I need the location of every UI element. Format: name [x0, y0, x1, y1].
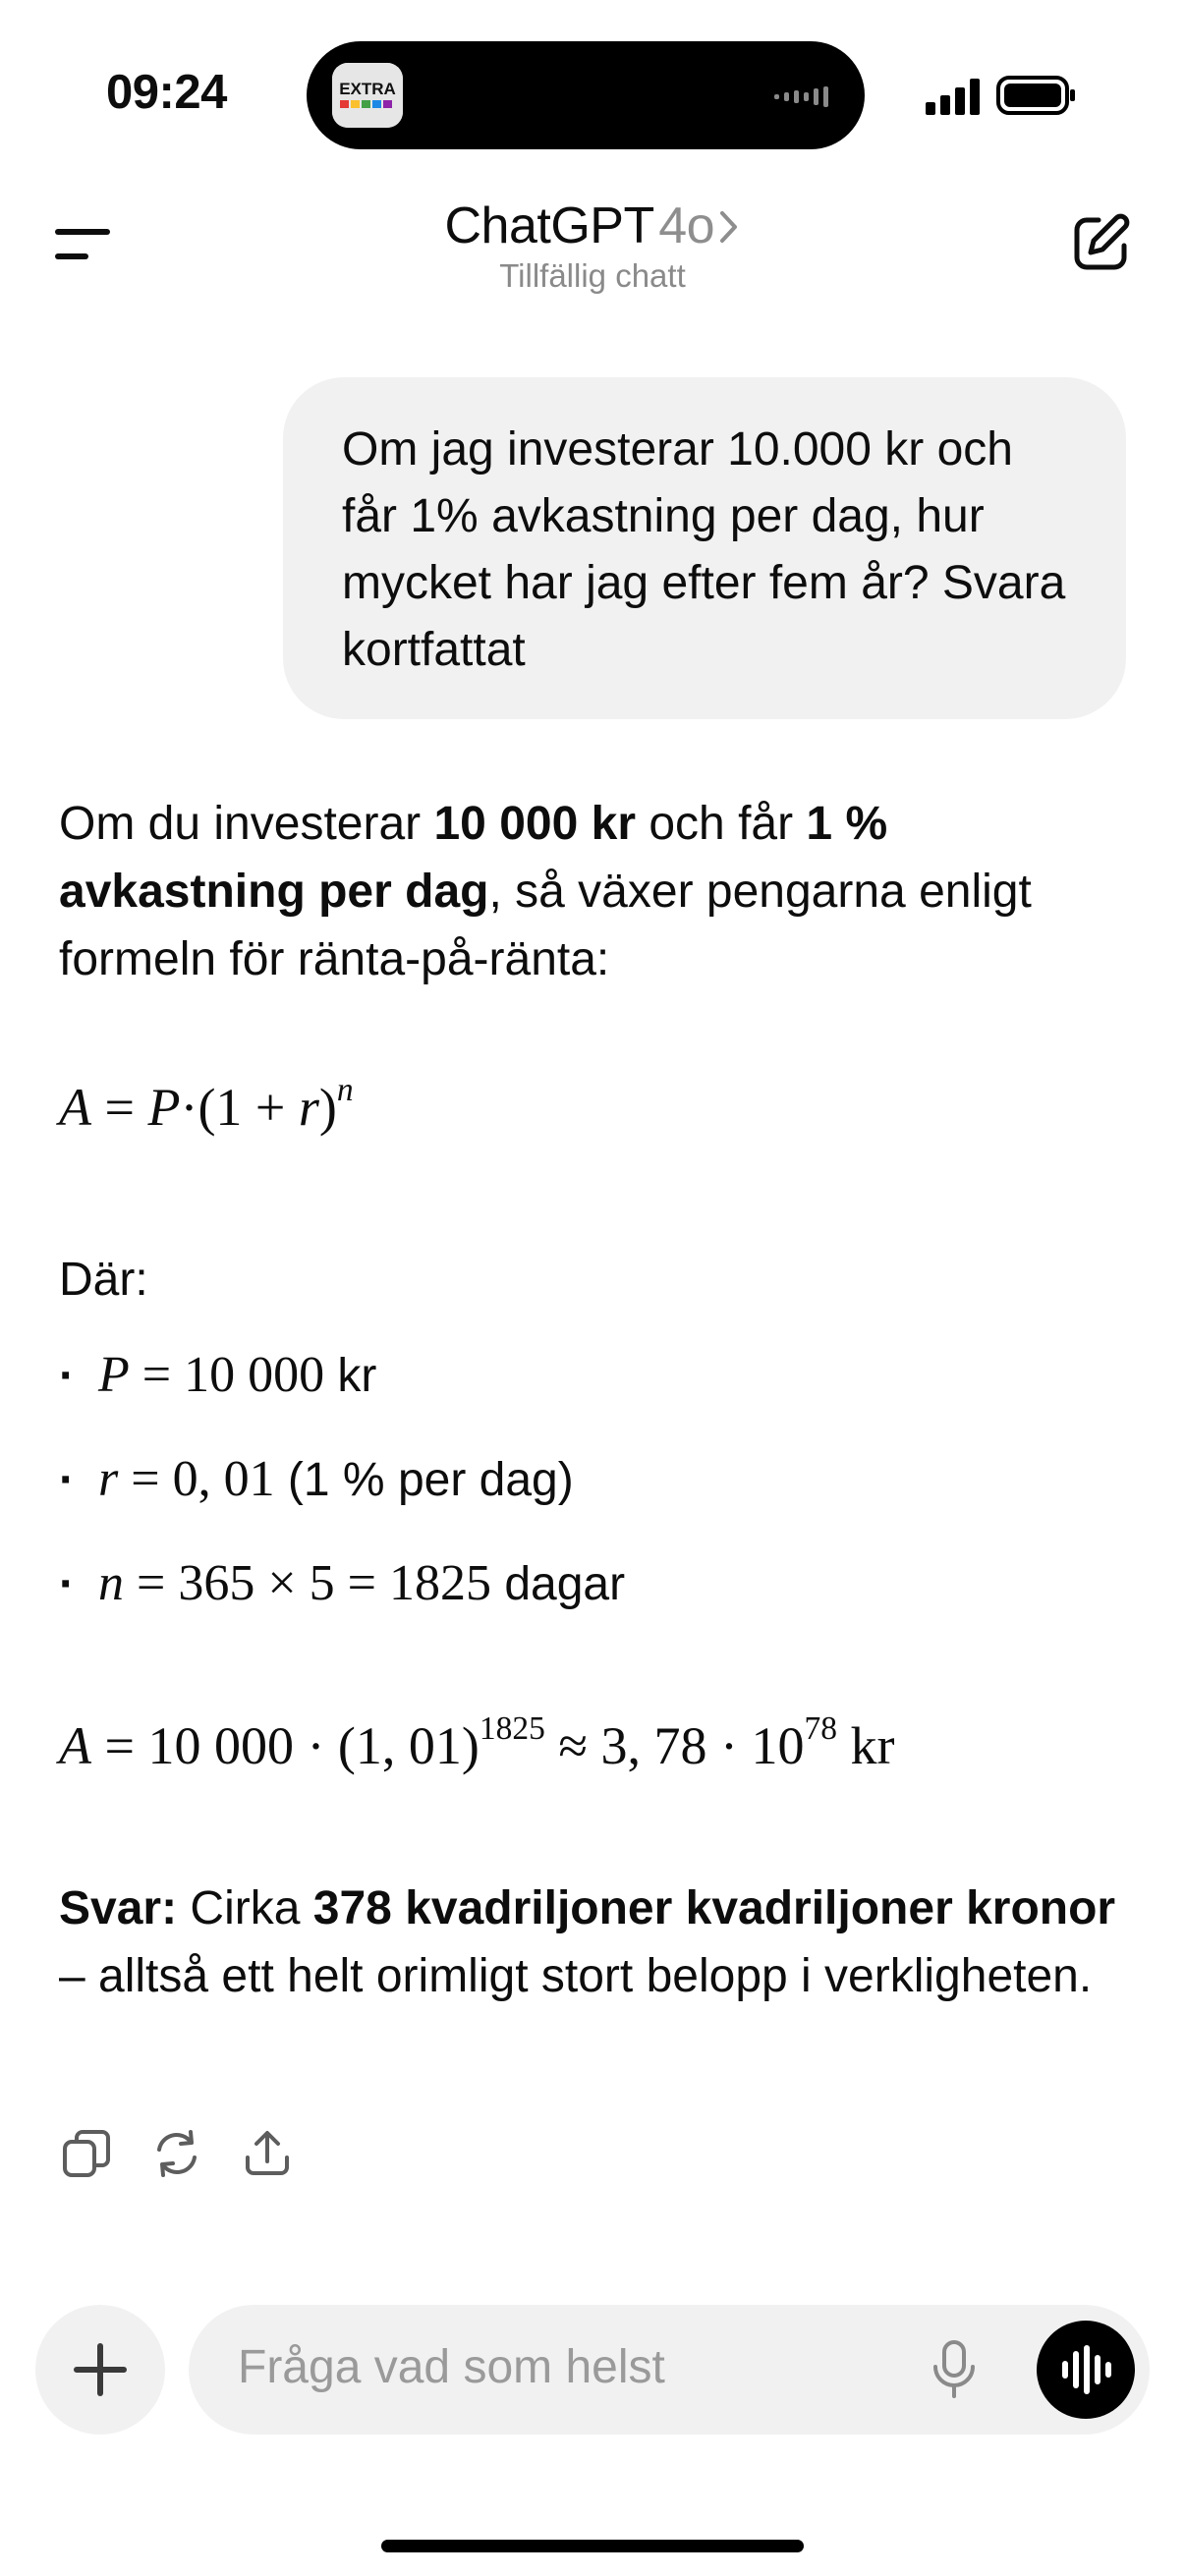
bullet-suffix: (1 % per dag) — [274, 1454, 574, 1506]
regenerate-icon[interactable] — [151, 2128, 202, 2179]
bullet-item-days: · n = 365 × 5 = 1825 dagar — [59, 1555, 626, 1611]
formula-lhs: A — [59, 1078, 91, 1137]
bullet-var: P — [98, 1347, 130, 1403]
bullet-item-rate: · r = 0, 01 (1 % per dag) — [59, 1451, 574, 1507]
intro-text-3: , så växer pengarna enligt formeln för ränta-på-ränta: — [59, 866, 1032, 985]
bullet-suffix: dagar — [490, 1558, 626, 1610]
island-activity-icon — [772, 83, 841, 110]
result-unit: kr — [836, 1716, 895, 1775]
answer-text-2: – alltså ett helt orimligt stort belopp i verkligheten. — [59, 1950, 1093, 2002]
compound-formula — [59, 1071, 354, 1138]
intro-bold-amount: 10 000 kr — [433, 798, 636, 850]
bullet-math: = 10 000 — [129, 1347, 325, 1403]
result-exponent-1: 1825 — [479, 1709, 545, 1747]
bullet-var: n — [98, 1555, 124, 1611]
result-formula — [59, 1709, 895, 1776]
formula-p: P — [147, 1078, 181, 1137]
voice-mode-icon — [1037, 2321, 1135, 2419]
plus-icon — [35, 2305, 165, 2435]
bullet-suffix: kr — [324, 1350, 377, 1402]
answer-paragraph — [59, 1875, 1130, 2010]
result-exponent-2: 78 — [804, 1709, 837, 1747]
status-time: 09:24 — [106, 66, 227, 119]
result-lhs: A — [59, 1716, 91, 1775]
formula-exponent: n — [336, 1071, 354, 1108]
home-indicator — [381, 2540, 804, 2552]
chevron-right-icon — [718, 207, 740, 247]
bullet-item-principal: · P = 10 000 kr — [59, 1347, 377, 1403]
model-name: 4o — [658, 197, 715, 254]
cellular-signal-icon — [926, 77, 983, 116]
formula-close: ) — [318, 1078, 337, 1137]
battery-icon — [996, 75, 1077, 118]
result-approx: ≈ 3, 78 · 10 — [544, 1716, 805, 1775]
user-message-bubble — [283, 377, 1126, 719]
share-icon[interactable] — [242, 2128, 293, 2179]
voice-mode-button[interactable] — [1037, 2321, 1135, 2419]
intro-text-1: Om du investerar — [59, 798, 434, 850]
formula-r: r — [298, 1078, 319, 1137]
formula-dot: · — [180, 1078, 198, 1137]
assistant-intro — [59, 790, 1130, 993]
microphone-icon[interactable] — [930, 2339, 979, 2400]
chat-title[interactable] — [0, 196, 1185, 255]
new-chat-icon[interactable] — [1071, 212, 1132, 273]
where-label: Där: — [59, 1254, 148, 1306]
island-app-icon — [332, 63, 403, 128]
answer-label: Svar: — [59, 1882, 178, 1934]
user-message-text: Om jag investerar 10.000 kr och får 1% avkastning per dag, hur mycket har jag efter fem år? Svara kortfattat — [342, 423, 1066, 676]
result-rhs: = 10 000 · (1, 01) — [91, 1716, 480, 1775]
bullet-math: = 365 × 5 = 1825 — [124, 1555, 491, 1611]
intro-bold-rate: 1 % avkastning per dag — [59, 798, 888, 918]
bullet-math: = 0, 01 — [118, 1451, 275, 1507]
chat-subtitle: Tillfällig chatt — [499, 257, 686, 294]
bullet-var: r — [98, 1451, 119, 1507]
copy-icon[interactable] — [61, 2128, 112, 2179]
answer-text-1: Cirka — [177, 1882, 313, 1934]
input-placeholder: Fråga vad som helst — [238, 2341, 665, 2393]
intro-text-2: och får — [636, 798, 807, 850]
answer-bold: 378 kvadriljoner kvadriljoner kronor — [312, 1882, 1116, 1934]
attach-button[interactable] — [35, 2305, 165, 2435]
island-app-text: EXTRA — [339, 80, 396, 98]
formula-paren: (1 + — [198, 1078, 299, 1137]
app-name: ChatGPT — [444, 197, 654, 254]
formula-equals: = — [91, 1078, 148, 1137]
